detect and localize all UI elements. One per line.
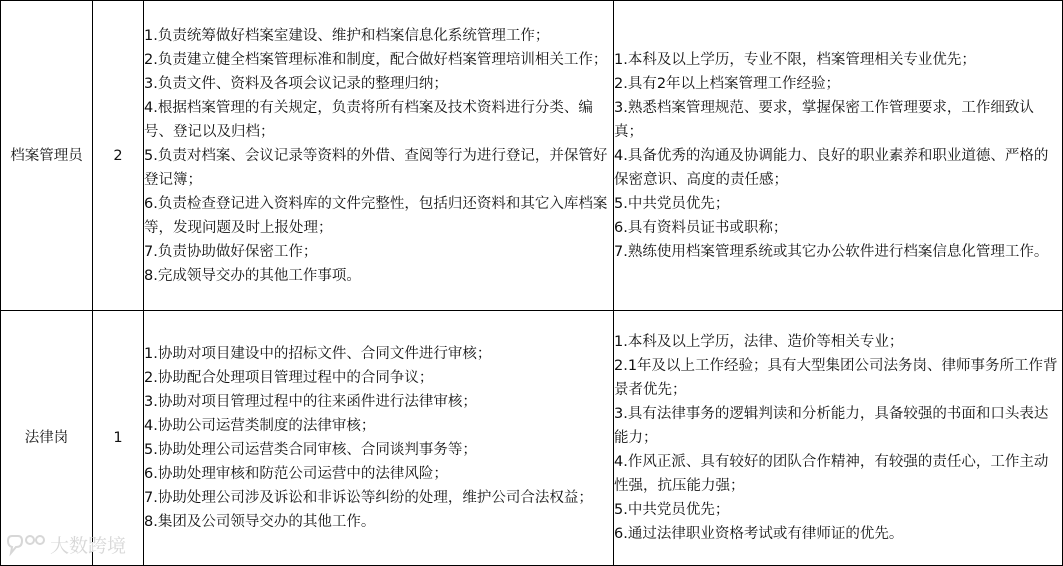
duty-item: 1.协助对项目建设中的招标文件、合同文件进行审核； [144, 346, 492, 362]
watermark-text: 大数跨境 [50, 535, 127, 557]
duty-item: 6.协助处理审核和防范公司运营中的法律风险； [144, 466, 448, 482]
requirement-item: 2.1年及以上工作经验；具有大型集团公司法务岗、律师事务所工作背景者优先； [614, 358, 1058, 398]
duty-item: 6.负责检查登记进入资料库的文件完整性，包括归还资料和其它入库档案等，发现问题及时上报处理； [144, 195, 608, 236]
requirement-item: 7.熟练使用档案管理系统或其它办公软件进行档案信息化管理工作。 [614, 243, 1049, 260]
requirement-item: 6.通过法律职业资格考试或有律师证的优先。 [614, 526, 904, 542]
duty-item: 4.协助公司运营类制度的法律审核； [144, 418, 376, 434]
duty-item: 2.负责建立健全档案管理标准和制度，配合做好档案管理培训相关工作； [144, 51, 608, 68]
requirement-item: 5.中共党员优先； [614, 195, 730, 212]
duty-item: 8.集团及公司领导交办的其他工作。 [144, 514, 376, 530]
headcount-cell [93, 311, 144, 566]
requirement-item: 5.中共党员优先； [614, 502, 730, 518]
headcount-cell [93, 1, 144, 311]
watermark [6, 531, 126, 558]
table-row-archivist [1, 1, 1063, 311]
duties-cell [144, 311, 614, 566]
duty-item: 5.协助处理公司运营类合同审核、合同谈判事务等； [144, 442, 477, 458]
headcount: 2 [113, 147, 123, 164]
position-name: 档案管理员 [10, 147, 83, 164]
position-name: 法律岗 [24, 430, 69, 446]
duty-item: 3.负责文件、资料及各项会议记录的整理归纳； [144, 75, 448, 92]
requirement-item: 3.熟悉档案管理规范、要求，掌握保密工作管理要求，工作细致认真； [614, 99, 1034, 140]
requirement-item: 6.具有资料员证书或职称； [614, 219, 788, 236]
requirement-item: 1.本科及以上学历，专业不限，档案管理相关专业优先； [614, 51, 976, 68]
requirement-item: 2.具有2年以上档案管理工作经验； [614, 75, 841, 92]
requirement-item: 1.本科及以上学历，法律、造价等相关专业； [614, 334, 904, 350]
duty-item: 3.协助对项目管理过程中的往来函件进行法律审核； [144, 394, 477, 410]
speech-bubble-logo-icon [6, 532, 46, 558]
duty-item: 7.协助处理公司涉及诉讼和非诉讼等纠纷的处理，维护公司合法权益； [144, 490, 593, 506]
duty-item: 4.根据档案管理的有关规定，负责将所有档案及技术资料进行分类、编号、登记以及归档； [144, 99, 593, 140]
duty-item: 5.负责对档案、会议记录等资料的外借、查阅等行为进行登记，并保管好登记簿； [144, 147, 608, 188]
requirements-cell [614, 1, 1063, 311]
requirement-item: 4.作风正派、具有较好的团队合作精神，有较强的责任心，工作主动性强，抗压能力强； [614, 454, 1049, 494]
duty-item: 1.负责统筹做好档案室建设、维护和档案信息化系统管理工作； [144, 27, 550, 44]
position-cell [1, 311, 93, 566]
duties-cell [144, 1, 614, 311]
headcount: 1 [113, 430, 123, 446]
requirement-item: 3.具有法律事务的逻辑判读和分析能力，具备较强的书面和口头表达能力； [614, 406, 1049, 446]
duty-item: 2.协助配合处理项目管理过程中的合同争议； [144, 370, 434, 386]
requirement-item: 4.具备优秀的沟通及协调能力、良好的职业素养和职业道德、严格的保密意识、高度的责任感； [614, 147, 1049, 188]
position-cell [1, 1, 93, 311]
duty-item: 7.负责协助做好保密工作； [144, 243, 318, 260]
requirements-cell [614, 311, 1063, 566]
duty-item: 8.完成领导交办的其他工作事项。 [144, 267, 361, 284]
table-row-legal [1, 311, 1063, 566]
